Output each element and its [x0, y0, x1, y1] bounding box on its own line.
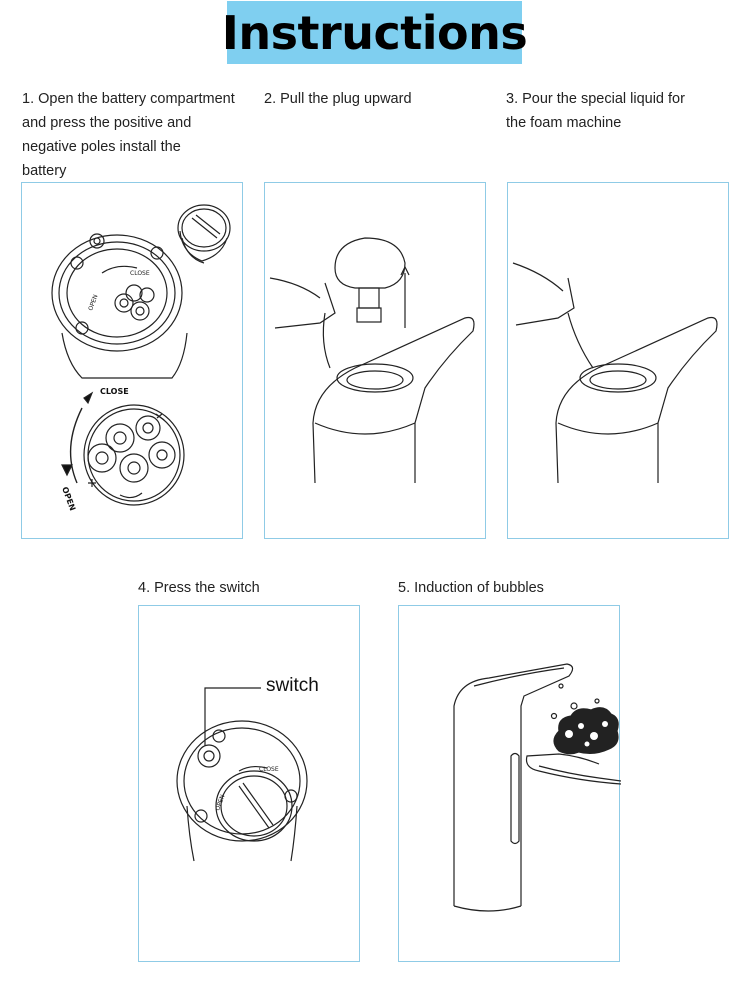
open-label-switch: OPEN: [214, 793, 227, 812]
step-5-text: 5. Induction of bubbles: [398, 580, 544, 596]
title-banner: [221, 1, 528, 64]
liquid-stream: [568, 313, 593, 368]
switch-label: switch: [266, 675, 319, 696]
dispenser-body: [454, 664, 573, 906]
step-4-text: 4. Press the switch: [138, 580, 260, 596]
close-label-large: CLOSE: [100, 387, 129, 396]
open-label-large: OPEN: [60, 485, 78, 513]
close-label-switch: CLOSE: [259, 766, 279, 773]
close-label-small: CLOSE: [130, 270, 150, 277]
page-title: Instructions: [221, 5, 528, 60]
battery-layout: [84, 405, 184, 505]
step-3-illustration: [507, 182, 729, 539]
step-2-illustration: [264, 182, 486, 539]
step-1-text: 1. Open the battery compartment and press the positive and negative poles install the battery: [22, 91, 235, 179]
open-label-small: OPEN: [87, 293, 100, 312]
power-switch: [198, 745, 220, 767]
foam-bubbles: [554, 708, 618, 754]
fill-opening: [337, 364, 413, 392]
fill-opening: [580, 364, 656, 392]
step-3-text: 3. Pour the special liquid for the foam machine: [506, 91, 685, 131]
step-5-illustration: [398, 605, 620, 962]
step-1-illustration: [21, 182, 243, 539]
step-2-text: 2. Pull the plug upward: [264, 91, 412, 107]
plug: [335, 238, 405, 288]
step-4-illustration: [138, 605, 360, 962]
